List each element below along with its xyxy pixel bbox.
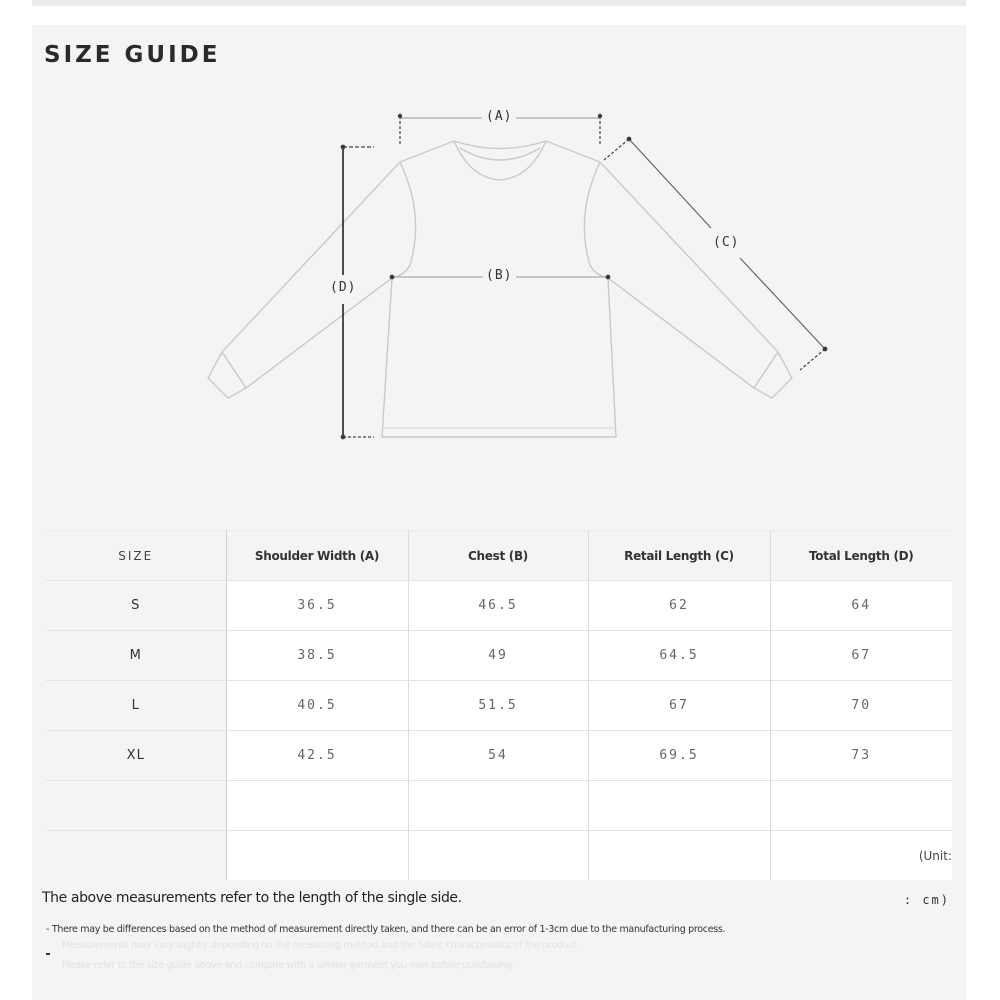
shoulder-value: 36.5 (226, 581, 408, 631)
page-title: SIZE GUIDE (44, 42, 221, 68)
size-label: M (46, 631, 226, 681)
retail-length-value: 62 (588, 581, 770, 631)
label-a: (A) (486, 109, 513, 124)
header-retail-length: Retail Length (C) (588, 531, 770, 581)
error-disclaimer: - There may be differences based on the method of measurement directly taken, and there can be an error of 1-3cm due to the manufacturing process. (46, 924, 726, 935)
empty-cell (588, 831, 770, 881)
tshirt-outline (208, 141, 792, 437)
chest-value: 46.5 (408, 581, 588, 631)
total-length-value: 67 (770, 631, 952, 681)
header-total-length: Total Length (D) (770, 531, 952, 581)
bullet-dash (46, 953, 50, 955)
total-length-value: 73 (770, 731, 952, 781)
table-row-empty (46, 781, 952, 831)
size-label (46, 831, 226, 881)
shoulder-value: 42.5 (226, 731, 408, 781)
total-length-value: 64 (770, 581, 952, 631)
measurement-lines (341, 114, 827, 438)
chest-value: 49 (408, 631, 588, 681)
empty-cell (226, 831, 408, 881)
retail-length-value: 64.5 (588, 631, 770, 681)
faded-note-1: Measurements may vary slightly depending on the measuring method and the fabric characteristics of the product. (62, 940, 580, 951)
table-row-empty (46, 831, 952, 881)
empty-cell (226, 781, 408, 831)
measurement-note: The above measurements refer to the length of the single side. (42, 890, 462, 906)
shoulder-value: 40.5 (226, 681, 408, 731)
unit-label-suffix: : cm) (903, 893, 950, 907)
chest-value: 51.5 (408, 681, 588, 731)
retail-length-value: 69.5 (588, 731, 770, 781)
header-shoulder-width: Shoulder Width (A) (226, 531, 408, 581)
retail-length-value: 67 (588, 681, 770, 731)
table-header-row (46, 531, 952, 581)
unit-label-prefix: (Unit: (770, 831, 952, 881)
size-label (46, 781, 226, 831)
empty-cell (408, 781, 588, 831)
header-size: SIZE (46, 531, 226, 581)
table-row (46, 581, 952, 631)
table-row (46, 731, 952, 781)
faded-note-2: Please refer to the size guide above and compare with a similar garment you own before purchasing. (62, 960, 515, 971)
empty-cell (588, 781, 770, 831)
label-d: (D) (330, 280, 357, 295)
label-c: (C) (713, 235, 740, 250)
size-label: L (46, 681, 226, 731)
shoulder-value: 38.5 (226, 631, 408, 681)
empty-cell (770, 781, 952, 831)
chest-value: 54 (408, 731, 588, 781)
size-table (46, 530, 952, 880)
size-label: S (46, 581, 226, 631)
table-row (46, 681, 952, 731)
empty-cell (408, 831, 588, 881)
total-length-value: 70 (770, 681, 952, 731)
header-chest: Chest (B) (408, 531, 588, 581)
label-b: (B) (486, 268, 513, 283)
table-row (46, 631, 952, 681)
size-label: XL (46, 731, 226, 781)
